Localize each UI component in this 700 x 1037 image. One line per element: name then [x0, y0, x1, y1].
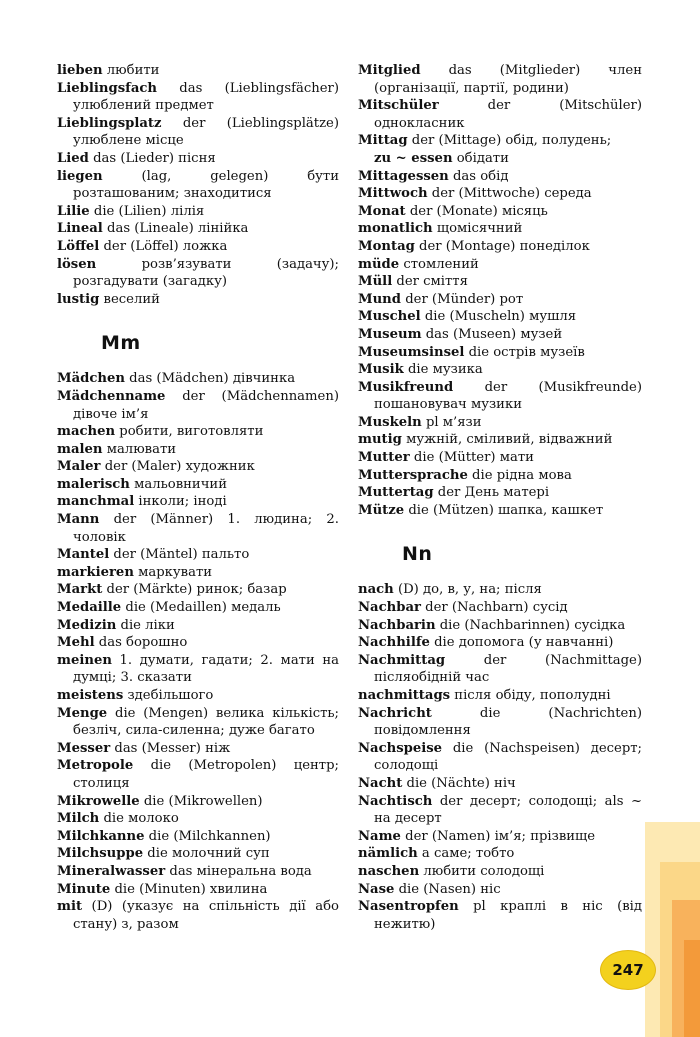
- dictionary-entry: [358, 793, 642, 828]
- entry-translation: die (Mützen) шапка, кашкет: [404, 502, 604, 518]
- dictionary-entry: [358, 344, 642, 362]
- dictionary-entry: [57, 62, 339, 80]
- entry-translation: der (Montage) понеділок: [414, 238, 590, 254]
- entry-translation: der (Mittage) обід, полудень;: [407, 133, 612, 149]
- dictionary-entry: [358, 599, 642, 617]
- entry-translation: die (Nachrichten) повідомлення: [374, 705, 642, 739]
- entry-headword: Müll: [358, 274, 393, 290]
- dictionary-entry: [57, 705, 339, 740]
- entry-headword: manchmal: [57, 494, 135, 510]
- dictionary-entry: [57, 150, 339, 168]
- entry-translation: das (Mitglieder) член (організації, партії, родини): [374, 63, 642, 96]
- entry-headword: Lieblingsplatz: [57, 115, 162, 131]
- dictionary-entry: [57, 441, 339, 459]
- entry-translation: die (Lilien) лілія: [89, 203, 205, 219]
- entry-headword: Mitglied: [358, 63, 421, 78]
- entry-translation: малювати: [102, 441, 177, 457]
- entry-headword: mit: [57, 899, 83, 915]
- entry-headword: Mutter: [358, 450, 410, 466]
- dictionary-entry: [57, 810, 339, 828]
- entry-headword: nachmittags: [358, 688, 451, 703]
- entry-translation: pl м’язи: [421, 414, 482, 430]
- entry-translation: щомісячний: [432, 221, 523, 237]
- entry-translation: der сміття: [392, 274, 468, 290]
- entry-translation: (D) до, в, у, на; після: [393, 582, 542, 598]
- dictionary-entry: [57, 423, 339, 441]
- entry-headword: Nase: [358, 881, 395, 897]
- entry-translation: die (Nachspeisen) десерт; солодощі: [374, 740, 642, 774]
- dictionary-entry: [358, 484, 642, 502]
- entry-translation: die острів музеїв: [464, 344, 585, 360]
- entry-headword: Minute: [57, 881, 111, 897]
- entry-translation: das (Mädchen) дівчинка: [124, 371, 296, 387]
- dictionary-entry: [358, 97, 642, 132]
- entry-translation: die (Muscheln) мушля: [420, 309, 577, 325]
- dictionary-entry: [57, 881, 339, 899]
- entry-headword: Nachbarin: [358, 617, 436, 633]
- entry-translation: der (Nachmittage) післяобідній час: [374, 652, 642, 686]
- entry-translation: pl краплі в ніс (від нежитю): [374, 899, 642, 932]
- entry-translation: das борошно: [94, 635, 188, 651]
- entry-headword: Medizin: [57, 617, 117, 633]
- entry-headword: meistens: [57, 688, 124, 703]
- dictionary-entry: [57, 458, 339, 476]
- entry-headword: Museumsinsel: [358, 344, 465, 360]
- entry-translation: die молочний суп: [143, 846, 270, 862]
- entry-translation: die (Mengen) велика кількість; безліч, сила-силенна; дуже багато: [73, 705, 339, 739]
- section-heading-m: Mm: [101, 332, 141, 355]
- dictionary-entry: [358, 291, 642, 309]
- dictionary-entry: [358, 220, 642, 238]
- entry-translation: der (Musikfreunde) пошановувач музики: [374, 379, 642, 413]
- entry-headword: nämlich: [358, 846, 418, 862]
- entry-translation: der (Löffel) ложка: [99, 238, 228, 254]
- dictionary-entry: [57, 863, 339, 881]
- dictionary-entry: [358, 898, 642, 933]
- dictionary-entry: [358, 863, 642, 881]
- dictionary-entry: [358, 203, 642, 221]
- dictionary-entry: [358, 502, 642, 520]
- entry-translation: робити, виготовляти: [115, 424, 264, 440]
- entry-headword: zu ~ essen: [374, 150, 453, 166]
- entry-headword: Lieblingsfach: [57, 80, 157, 96]
- m-entries: [57, 370, 339, 933]
- dictionary-entry: [57, 828, 339, 846]
- entry-headword: Mädchen: [57, 371, 125, 387]
- entry-headword: Löffel: [57, 238, 100, 254]
- entry-headword: Nachbar: [358, 600, 421, 616]
- entry-headword: Nachmittag: [358, 652, 446, 668]
- entry-headword: Mantel: [57, 547, 110, 563]
- entry-headword: Nasentropfen: [358, 899, 459, 915]
- entry-translation: die ліки: [116, 617, 175, 633]
- entry-translation: die молоко: [99, 811, 179, 827]
- entry-headword: Muttersprache: [358, 467, 468, 483]
- entry-translation: стомлений: [399, 256, 479, 272]
- entry-translation: das (Messer) ніж: [110, 740, 231, 756]
- dictionary-entry: [358, 62, 642, 97]
- entry-headword: Milchkanne: [57, 828, 145, 844]
- dictionary-entry: [57, 898, 339, 933]
- entry-translation: любити солодощі: [419, 863, 545, 879]
- entry-translation: der (Lieblingsplätze) улюблене місце: [73, 115, 339, 149]
- entry-translation: die (Minuten) хвилина: [110, 881, 268, 897]
- entry-headword: Museum: [358, 326, 422, 342]
- dictionary-entry: [57, 203, 339, 221]
- entry-headword: markieren: [57, 564, 134, 580]
- entry-headword: Name: [358, 828, 401, 844]
- entry-translation: das (Museen) музей: [421, 326, 563, 342]
- entry-translation: мальовничий: [129, 476, 228, 492]
- entry-headword: Musikfreund: [358, 379, 454, 395]
- entry-translation: die (Milchkannen): [144, 828, 271, 844]
- dictionary-entry: [57, 291, 339, 309]
- entry-headword: Milchsuppe: [57, 846, 144, 862]
- entry-translation: das (Lieblingsfächer) улюблений предмет: [73, 80, 339, 114]
- dictionary-entry: [57, 493, 339, 511]
- entry-headword: Nachricht: [358, 705, 432, 721]
- entry-translation: der десерт; солодощі; als ~ на десерт: [374, 793, 642, 827]
- entry-headword: Mann: [57, 512, 100, 528]
- entry-translation: веселий: [99, 291, 160, 307]
- entry-headword: Mittwoch: [358, 186, 428, 202]
- dictionary-entry: [57, 599, 339, 617]
- dictionary-entry: [358, 828, 642, 846]
- entry-headword: Montag: [358, 238, 415, 254]
- entry-translation: а саме; тобто: [417, 846, 515, 862]
- entry-headword: meinen: [57, 652, 112, 668]
- dictionary-entry: [358, 845, 642, 863]
- dictionary-entry: [358, 581, 642, 599]
- entry-translation: die рідна мова: [467, 467, 572, 483]
- entry-headword: Lineal: [57, 221, 103, 237]
- entry-headword: malen: [57, 441, 103, 457]
- entry-headword: Nacht: [358, 775, 403, 791]
- dictionary-entry: [358, 326, 642, 344]
- entry-headword: liegen: [57, 168, 103, 184]
- entry-headword: naschen: [358, 863, 420, 879]
- entry-translation: die (Nachbarinnen) сусідка: [435, 617, 626, 633]
- dictionary-entry: [358, 414, 642, 432]
- entry-headword: Mund: [358, 291, 401, 307]
- entry-translation: der (Maler) художник: [100, 459, 255, 475]
- entry-translation: die допомога (у навчанні): [429, 635, 614, 651]
- entry-translation: das мінеральна вода: [165, 863, 312, 879]
- dictionary-entry: [358, 308, 642, 326]
- entry-headword: Muskeln: [358, 414, 422, 430]
- dictionary-entry: [358, 740, 642, 775]
- entry-headword: lustig: [57, 291, 100, 307]
- n-entries: [358, 581, 642, 933]
- entry-headword: Mittagessen: [358, 168, 449, 184]
- dictionary-entry: [358, 273, 642, 291]
- dictionary-entry: [358, 185, 642, 203]
- dictionary-entry: [57, 370, 339, 388]
- dictionary-entry: [57, 238, 339, 256]
- entry-headword: nach: [358, 582, 394, 598]
- entry-headword: Milch: [57, 811, 100, 827]
- dictionary-entry: [358, 431, 642, 449]
- entry-translation: der (Nachbarn) сусід: [420, 600, 568, 616]
- entry-headword: Nachtisch: [358, 793, 433, 809]
- entry-headword: Mikrowelle: [57, 793, 140, 809]
- dictionary-entry: [57, 564, 339, 582]
- page-edge-decoration: [684, 940, 700, 1037]
- entry-headword: Messer: [57, 740, 111, 756]
- dictionary-entry: [57, 793, 339, 811]
- entry-translation: der (Märkte) ринок; базар: [102, 582, 287, 598]
- dictionary-entry: [57, 256, 339, 291]
- dictionary-entry: [57, 168, 339, 203]
- entry-translation: die (Metropolen) центр; столиця: [73, 758, 339, 791]
- entry-translation: das (Lineale) лінійка: [102, 221, 249, 237]
- entry-headword: Monat: [358, 203, 406, 219]
- entry-translation: після обіду, пополудні: [450, 688, 611, 703]
- entry-translation: die музика: [403, 362, 483, 378]
- entry-translation: der (Monate) місяць: [405, 203, 548, 219]
- entry-translation: мужній, сміливий, відважний: [401, 432, 613, 448]
- entry-headword: Markt: [57, 582, 103, 598]
- entry-translation: die (Medaillen) медаль: [121, 600, 281, 616]
- dictionary-entry: [358, 687, 642, 705]
- entry-headword: mutig: [358, 432, 402, 448]
- entry-headword: Mädchenname: [57, 388, 166, 404]
- dictionary-entry: [358, 238, 642, 256]
- entry-headword: Nachspeise: [358, 740, 443, 756]
- entry-translation: das (Lieder) пісня: [88, 150, 216, 166]
- entry-headword: malerisch: [57, 476, 130, 492]
- dictionary-entry: [358, 705, 642, 740]
- section-heading-n: Nn: [402, 543, 433, 566]
- entry-translation: der (Mitschüler) однокласник: [374, 98, 642, 131]
- dictionary-entry: [57, 546, 339, 564]
- entry-headword: Medaille: [57, 600, 122, 616]
- entry-translation: der (Männer) 1. людина; 2. чоловік: [73, 512, 339, 545]
- dictionary-entry: [57, 581, 339, 599]
- dictionary-entry: [358, 652, 642, 687]
- entry-translation: розв’язувати (задачу); розгадувати (загадку): [73, 256, 339, 290]
- dictionary-entry: [358, 168, 642, 186]
- entry-headword: lieben: [57, 63, 103, 78]
- entry-translation: der (Namen) ім’я; прізвище: [400, 828, 596, 844]
- dictionary-entry: [57, 115, 339, 150]
- dictionary-entry: [358, 467, 642, 485]
- entry-headword: lösen: [57, 256, 97, 272]
- entry-translation: die (Nasen) ніс: [394, 881, 501, 897]
- dictionary-entry: [57, 845, 339, 863]
- entry-translation: любити: [102, 63, 160, 78]
- dictionary-entry: [57, 220, 339, 238]
- entry-translation: 1. думати, гадати; 2. мати на думці; 3. сказати: [73, 652, 339, 686]
- entry-headword: Mittag: [358, 133, 408, 149]
- dictionary-entry: [57, 687, 339, 705]
- dictionary-entry: [57, 740, 339, 758]
- entry-headword: müde: [358, 256, 400, 272]
- entry-headword: Mineralwasser: [57, 863, 166, 879]
- dictionary-entry: [358, 775, 642, 793]
- page-number: 247: [600, 950, 656, 990]
- dictionary-entry: [358, 881, 642, 899]
- entry-headword: monatlich: [358, 221, 433, 237]
- entry-translation: маркувати: [133, 564, 213, 580]
- entry-translation: інколи; іноді: [134, 494, 227, 510]
- entry-headword: Musik: [358, 362, 404, 378]
- right-column: [358, 62, 642, 933]
- entry-translation: die (Mütter) мати: [409, 450, 534, 466]
- dictionary-entry: [358, 150, 642, 168]
- dictionary-entry: [57, 652, 339, 687]
- entry-translation: die (Mikrowellen): [139, 793, 263, 809]
- dictionary-entry: [358, 617, 642, 635]
- dictionary-entry: [358, 132, 642, 150]
- entry-translation: das обід: [448, 168, 509, 184]
- entry-headword: Nachhilfe: [358, 635, 430, 651]
- dictionary-entry: [57, 617, 339, 635]
- entry-headword: Lied: [57, 150, 89, 166]
- entry-translation: здебільшого: [123, 688, 214, 703]
- entry-headword: machen: [57, 424, 116, 440]
- dictionary-entry: [57, 388, 339, 423]
- entry-headword: Muttertag: [358, 485, 434, 501]
- entry-headword: Muschel: [358, 309, 421, 325]
- entry-headword: Mehl: [57, 635, 95, 651]
- dictionary-entry: [358, 256, 642, 274]
- dictionary-entry: [57, 80, 339, 115]
- entry-headword: Mitschüler: [358, 98, 439, 114]
- entry-headword: Menge: [57, 705, 108, 721]
- dictionary-entry: [57, 634, 339, 652]
- entry-translation: der (Münder) рот: [401, 291, 524, 307]
- entry-translation: der День матері: [433, 485, 550, 501]
- left-column: [57, 62, 339, 933]
- entry-headword: Metropole: [57, 758, 134, 774]
- entry-translation: der (Mädchennamen) дівоче ім’я: [73, 388, 339, 422]
- entry-headword: Lilie: [57, 203, 90, 219]
- entry-translation: обідати: [452, 150, 509, 166]
- entry-translation: (D) (указує на спільність дії або стану) з, разом: [73, 899, 339, 932]
- entry-translation: (lag, gelegen) бути розташованим; знаходитися: [73, 168, 339, 202]
- entry-translation: der (Mittwoche) середа: [427, 186, 592, 202]
- dictionary-entry: [57, 757, 339, 792]
- left-l-entries: [57, 62, 339, 308]
- dictionary-entry: [57, 476, 339, 494]
- dictionary-entry: [358, 634, 642, 652]
- entry-translation: der (Mäntel) пальто: [109, 547, 250, 563]
- entry-headword: Maler: [57, 459, 101, 475]
- entry-headword: Mütze: [358, 502, 405, 518]
- dictionary-entry: [358, 361, 642, 379]
- right-m-entries: [358, 62, 642, 519]
- entry-translation: die (Nächte) ніч: [402, 775, 516, 791]
- dictionary-entry: [358, 449, 642, 467]
- dictionary-entry: [57, 511, 339, 546]
- dictionary-entry: [358, 379, 642, 414]
